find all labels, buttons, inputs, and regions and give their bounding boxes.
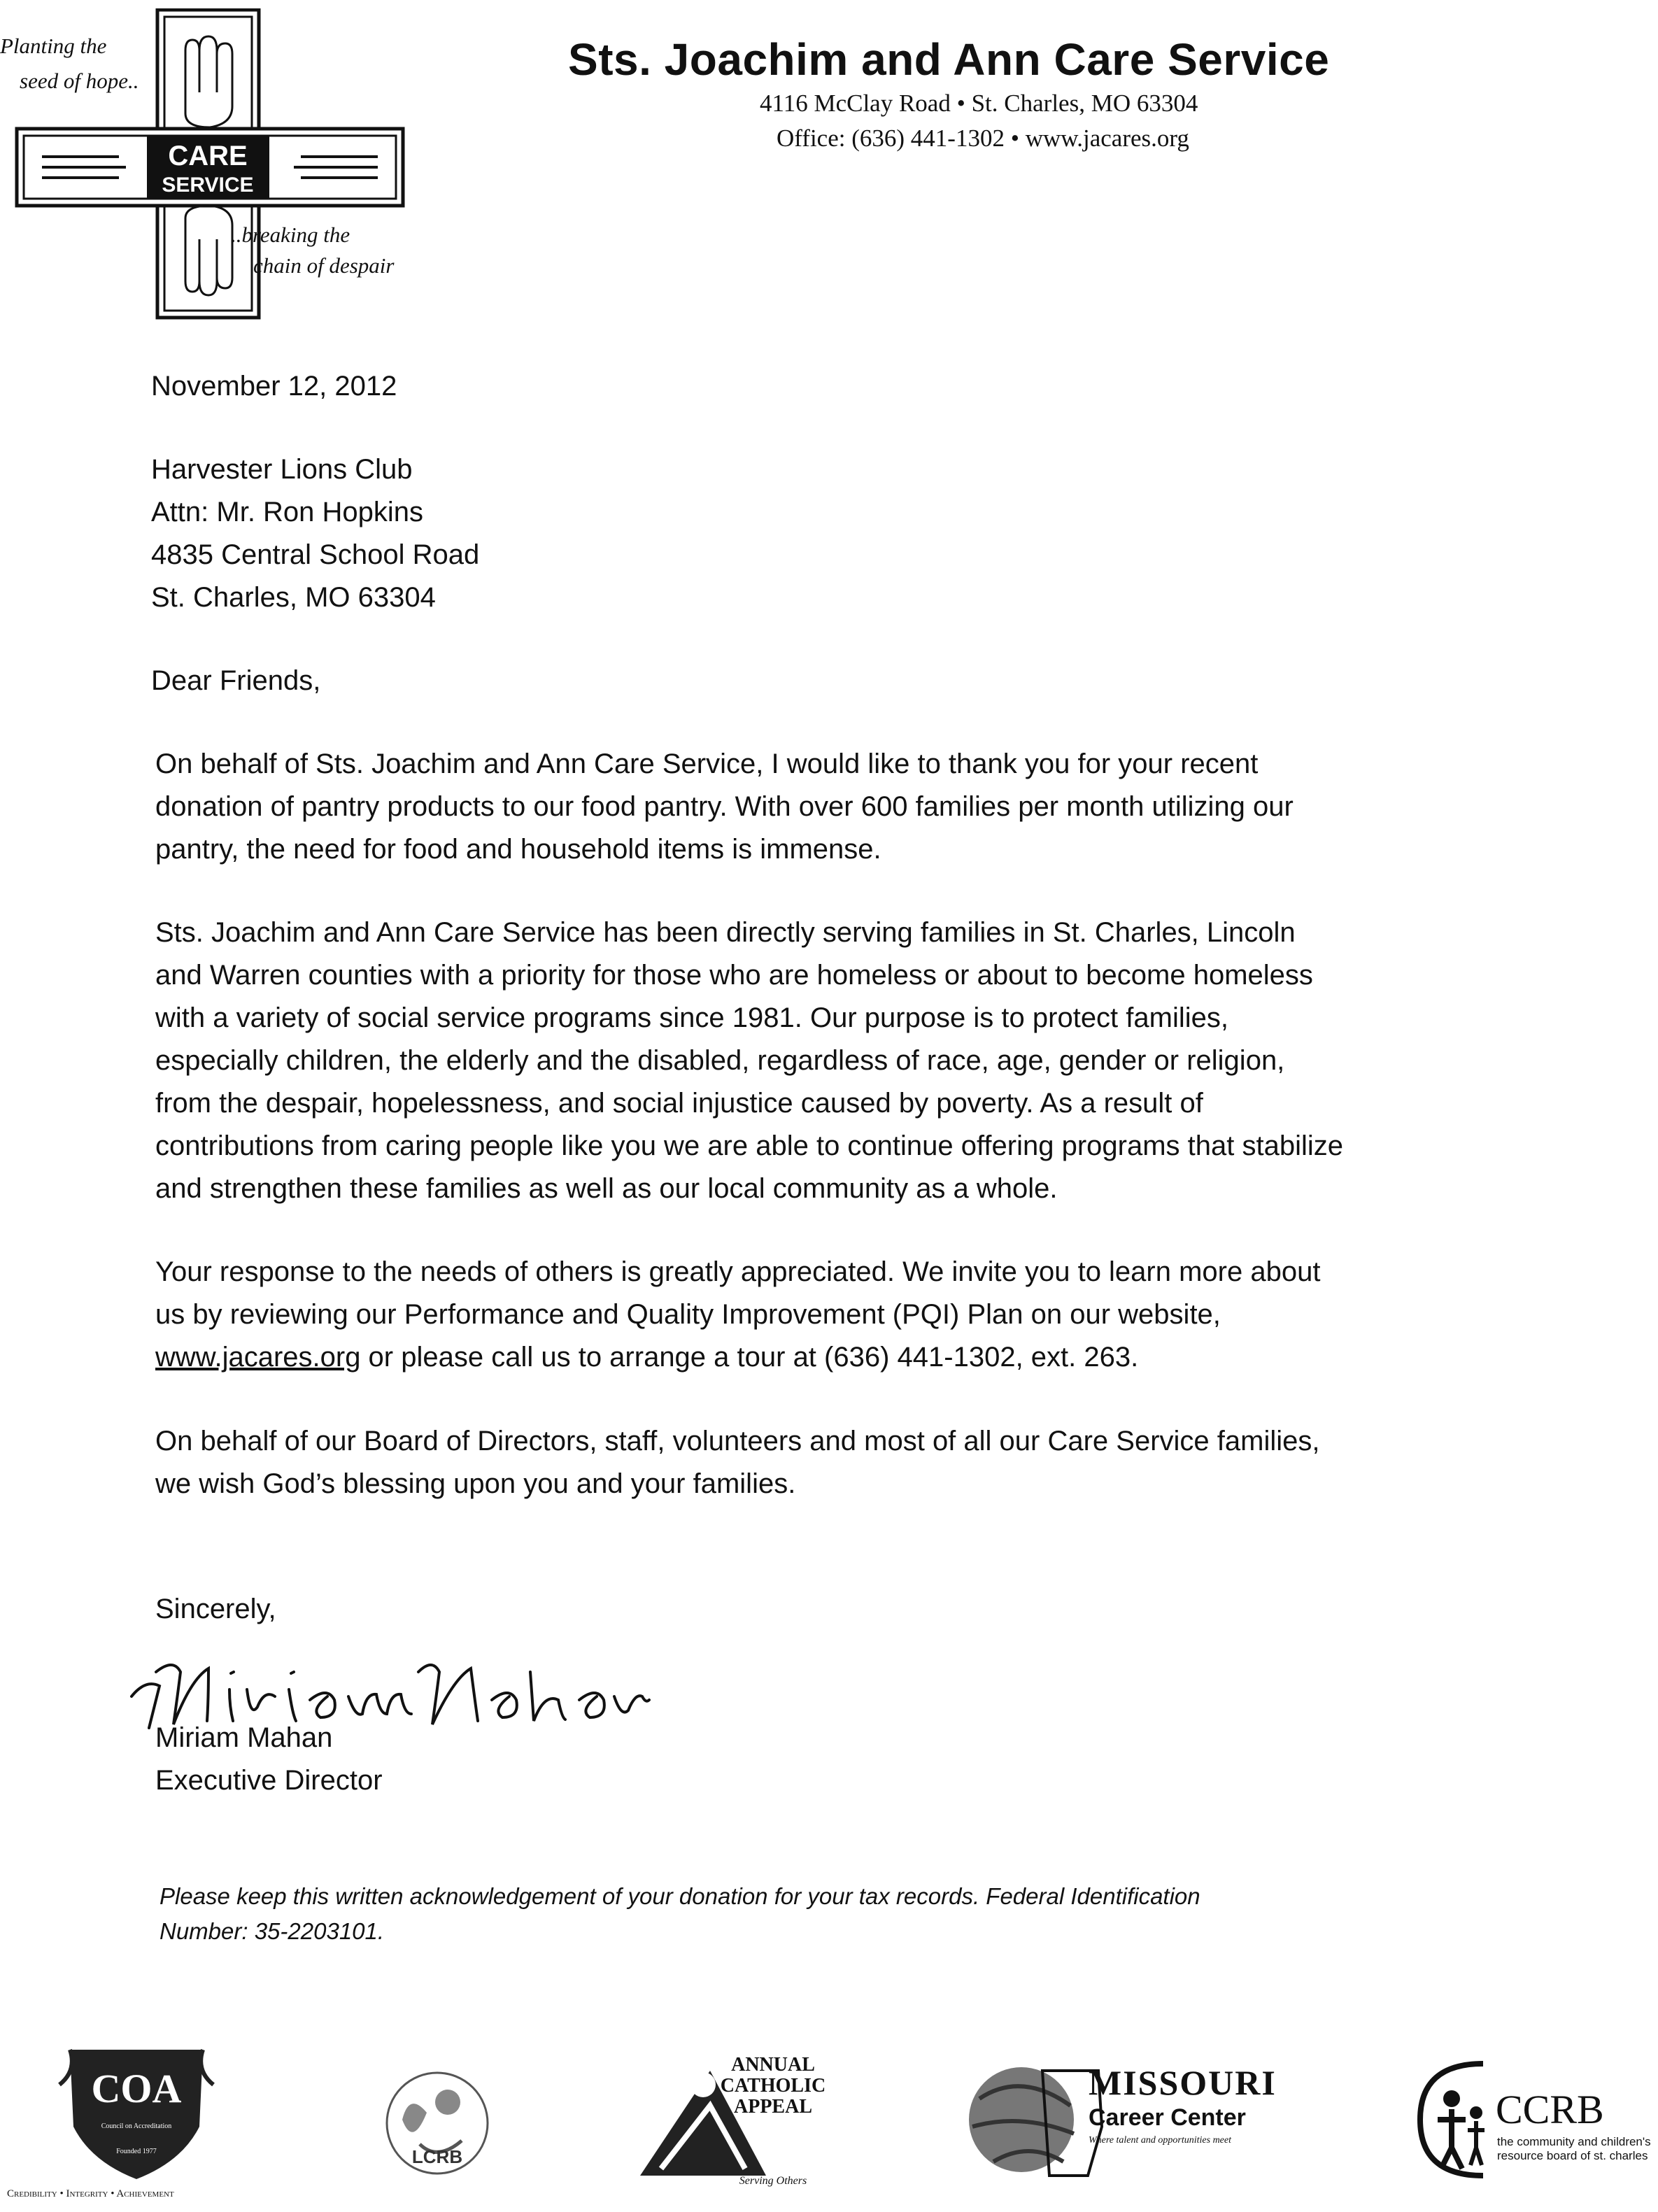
missouri-subtitle: Career Center xyxy=(1089,2104,1246,2131)
text-line: donation of pantry products to our food pantry. With over 600 families per month utilizing our xyxy=(155,791,1294,822)
svg-text:APPEAL: APPEAL xyxy=(734,2096,812,2118)
text-line: On behalf of Sts. Joachim and Ann Care Service, I would like to thank you for your recent xyxy=(155,749,1259,779)
svg-text:ANNUAL: ANNUAL xyxy=(731,2054,815,2076)
coa-logo xyxy=(7,2043,266,2211)
text-line-rest: or please call us to arrange a tour at (636) 441-1302, ext. 263. xyxy=(360,1342,1139,1373)
recipient-line: Harvester Lions Club xyxy=(151,454,413,485)
coa-motto: Credibility • Integrity • Achievement xyxy=(7,2188,174,2199)
appeal-emblem-icon xyxy=(633,2043,843,2190)
paragraph-1 xyxy=(155,743,1294,871)
paragraph-2 xyxy=(155,912,1343,1210)
svg-text:Council on Accreditation: Council on Accreditation xyxy=(101,2122,172,2130)
text-line: pantry, the need for food and household items is immense. xyxy=(155,834,881,865)
text-line: Sts. Joachim and Ann Care Service has been directly serving families in St. Charles, Lincoln xyxy=(155,917,1296,948)
website-link[interactable]: www.jacares.org xyxy=(155,1342,361,1373)
annual-catholic-appeal-logo xyxy=(633,2043,843,2211)
organization-office: Office: (636) 441-1302 • www.jacares.org xyxy=(777,125,1189,152)
ccrb-logo xyxy=(1406,2043,1655,2211)
missouri-tagline: Where talent and opportunities meet xyxy=(1089,2135,1231,2146)
recipient-line: St. Charles, MO 63304 xyxy=(151,582,436,613)
svg-text:LCRB: LCRB xyxy=(411,2146,463,2167)
missouri-career-center-logo xyxy=(965,2043,1329,2211)
tagline-top-1: Planting the xyxy=(0,34,107,58)
ccrb-family-icon xyxy=(1406,2043,1497,2183)
signer-name: Miriam Mahan xyxy=(155,1722,333,1753)
logo-text-service: SERVICE xyxy=(162,173,254,197)
text-line: from the despair, hopelessness, and social injustice caused by poverty. As a result of xyxy=(155,1088,1203,1119)
text-line: Your response to the needs of others is greatly appreciated. We invite you to learn more about xyxy=(155,1256,1321,1287)
missouri-title: MISSOURI xyxy=(1089,2063,1277,2102)
tagline-top-2: seed of hope.. xyxy=(20,69,139,93)
svg-text:COA: COA xyxy=(91,2066,182,2111)
tagline-bottom-2: chain of despair xyxy=(253,253,395,278)
logo-text-care: CARE xyxy=(168,141,248,171)
text-line: Please keep this written acknowledgement of your donation for your tax records. Federal Identification xyxy=(160,1883,1200,1909)
text-line: us by reviewing our Performance and Quality Improvement (PQI) Plan on our website, xyxy=(155,1299,1221,1330)
ccrb-tagline xyxy=(1497,2135,1651,2163)
organization-name: Sts. Joachim and Ann Care Service xyxy=(568,34,1330,85)
letter-date: November 12, 2012 xyxy=(151,371,397,402)
svg-text:CATHOLIC: CATHOLIC xyxy=(720,2075,826,2097)
missouri-globe-icon xyxy=(965,2043,1105,2190)
salutation: Dear Friends, xyxy=(151,665,321,696)
text-line xyxy=(155,1336,1320,1379)
lcrb-emblem-icon xyxy=(371,2064,504,2183)
text-line: the community and children's xyxy=(1497,2135,1651,2148)
text-line: we wish God’s blessing upon you and your families. xyxy=(155,1468,796,1499)
recipient-line: 4835 Central School Road xyxy=(151,539,480,570)
text-line: especially children, the elderly and the disabled, regardless of race, age, gender or religion, xyxy=(155,1045,1285,1076)
tax-note xyxy=(160,1879,1200,1949)
text-line: contributions from caring people like you we are able to continue offering programs that stabilize xyxy=(155,1130,1343,1161)
ccrb-abbr: CCRB xyxy=(1496,2087,1604,2132)
organization-address: 4116 McClay Road • St. Charles, MO 63304 xyxy=(760,90,1198,117)
signer-title: Executive Director xyxy=(155,1765,383,1796)
text-line: On behalf of our Board of Directors, staff, volunteers and most of all our Care Service families, xyxy=(155,1426,1320,1456)
tagline-bottom-1: ..breaking the xyxy=(231,222,350,247)
text-line: and Warren counties with a priority for those who are homeless or about to become homeless xyxy=(155,960,1313,991)
closing: Sincerely, xyxy=(155,1594,276,1624)
text-line: with a variety of social service programs since 1981. Our purpose is to protect families, xyxy=(155,1002,1228,1033)
svg-text:Founded 1977: Founded 1977 xyxy=(116,2148,157,2155)
svg-text:Serving Others: Serving Others xyxy=(739,2175,807,2187)
lcrb-logo xyxy=(371,2043,504,2211)
text-line: Number: 35-2203101. xyxy=(160,1918,385,1944)
text-line: resource board of st. charles xyxy=(1497,2149,1648,2162)
recipient-line: Attn: Mr. Ron Hopkins xyxy=(151,497,424,527)
paragraph-3 xyxy=(155,1251,1320,1379)
coa-shield-icon xyxy=(56,2043,217,2183)
recipient-block xyxy=(151,448,479,619)
text-line: and strengthen these families as well as our local community as a whole. xyxy=(155,1173,1058,1204)
paragraph-4 xyxy=(155,1420,1319,1505)
